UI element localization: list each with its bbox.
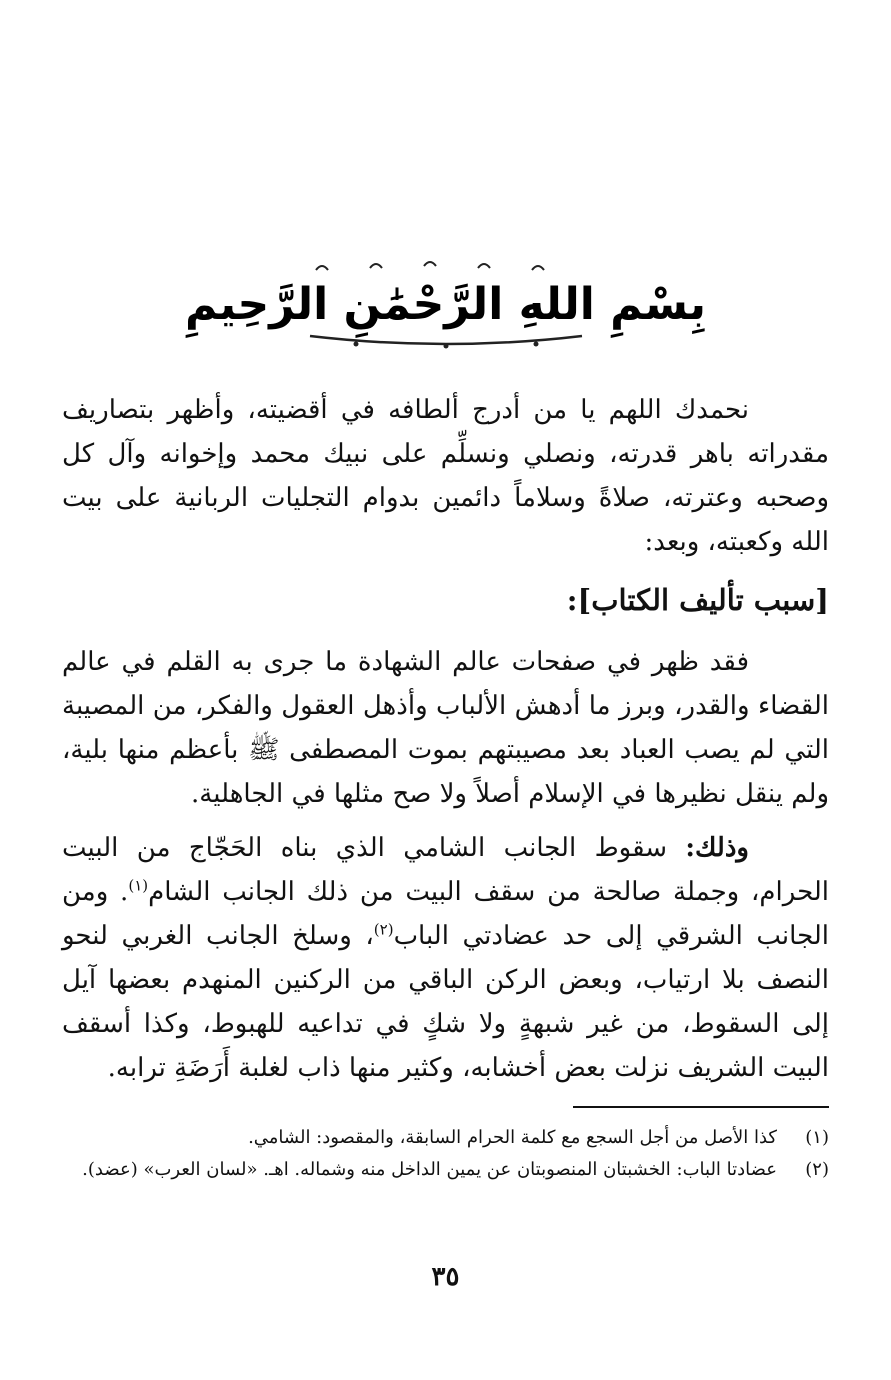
section-heading-colon: : <box>566 583 578 617</box>
third-paragraph-part-a: سقوط الجانب الشامي الذي بناه الحَجّاج من البيت الحرام، وجملة صالحة من سقف البيت من ذلك الجانب الشام <box>62 833 829 907</box>
main-text <box>62 388 829 1090</box>
third-paragraph <box>62 826 829 1090</box>
footnote-ref-2: (٢) <box>373 920 394 939</box>
basmala-text: بِسْمِ اللهِ الرَّحْمَٰنِ الرَّحِيمِ <box>185 278 706 330</box>
second-paragraph: فقد ظهر في صفحات عالم الشهادة ما جرى به القلم في عالم القضاء والقدر، وبرز ما أدهش الألباب وأذهل العقول والفكر، من المصيبة التي لم يصب العباد بعد مصيبتهم بموت المصطفى ﷺ بأعظم منها بلية، ولم ينقل نظيرها في الإسلام أصلاً ولا صح مثلها في الجاهلية. <box>62 647 829 809</box>
footnote-text: كذا الأصل من أجل السجع مع كلمة الحرام السابقة، والمقصود: الشامي. <box>248 1127 777 1148</box>
section-heading-title: [سبب تأليف الكتاب] <box>577 583 829 617</box>
basmala-ornament <box>185 256 706 352</box>
footnote-number: (١) <box>805 1127 829 1148</box>
footnote-ref-1: (١) <box>128 876 149 895</box>
page-number: ٣٥ <box>431 1262 460 1292</box>
intro-paragraph: نحمدك اللهم يا من أدرج ألطافه في أقضيته، وأظهر بتصاريف مقدراته باهر قدرته، ونصلي ونسلِّم على نبيك محمد وإخوانه وآل كل وصحبه وعترته، صلاةً وسلاماً دائمين بدوام التجليات الربانية على بيت الله وكعبته، وبعد: <box>62 395 829 557</box>
section-heading <box>62 578 829 622</box>
footnote-text: عضادتا الباب: الخشبتان المنصوبتان عن يمين الداخل منه وشماله. اهـ. «لسان العرب» (عضد). <box>82 1159 777 1180</box>
footnotes <box>62 1122 829 1186</box>
footnote-item <box>62 1154 829 1186</box>
third-paragraph-lead: وذلك: <box>685 833 749 863</box>
footnote-item <box>62 1122 829 1154</box>
footnote-divider <box>573 1106 829 1108</box>
footnote-number: (٢) <box>805 1159 829 1180</box>
basmala-header <box>0 256 891 352</box>
third-paragraph-part-b: . ومن الجانب الشرقي إلى حد عضادتي الباب <box>62 877 829 951</box>
third-paragraph-part-c: ، وسلخ الجانب الغربي لنحو النصف بلا ارتياب، وبعض الركن الباقي من الركنين المنهدم بعضها آيل إلى السقوط، من غير شبهةٍ ولا شكٍ في تداعيه للهبوط، وكذا أسقف البيت الشريف نزلت بعض أخشابه، وكثير منها ذاب لغلبة أَرَضَةِ ترابه. <box>62 921 829 1083</box>
